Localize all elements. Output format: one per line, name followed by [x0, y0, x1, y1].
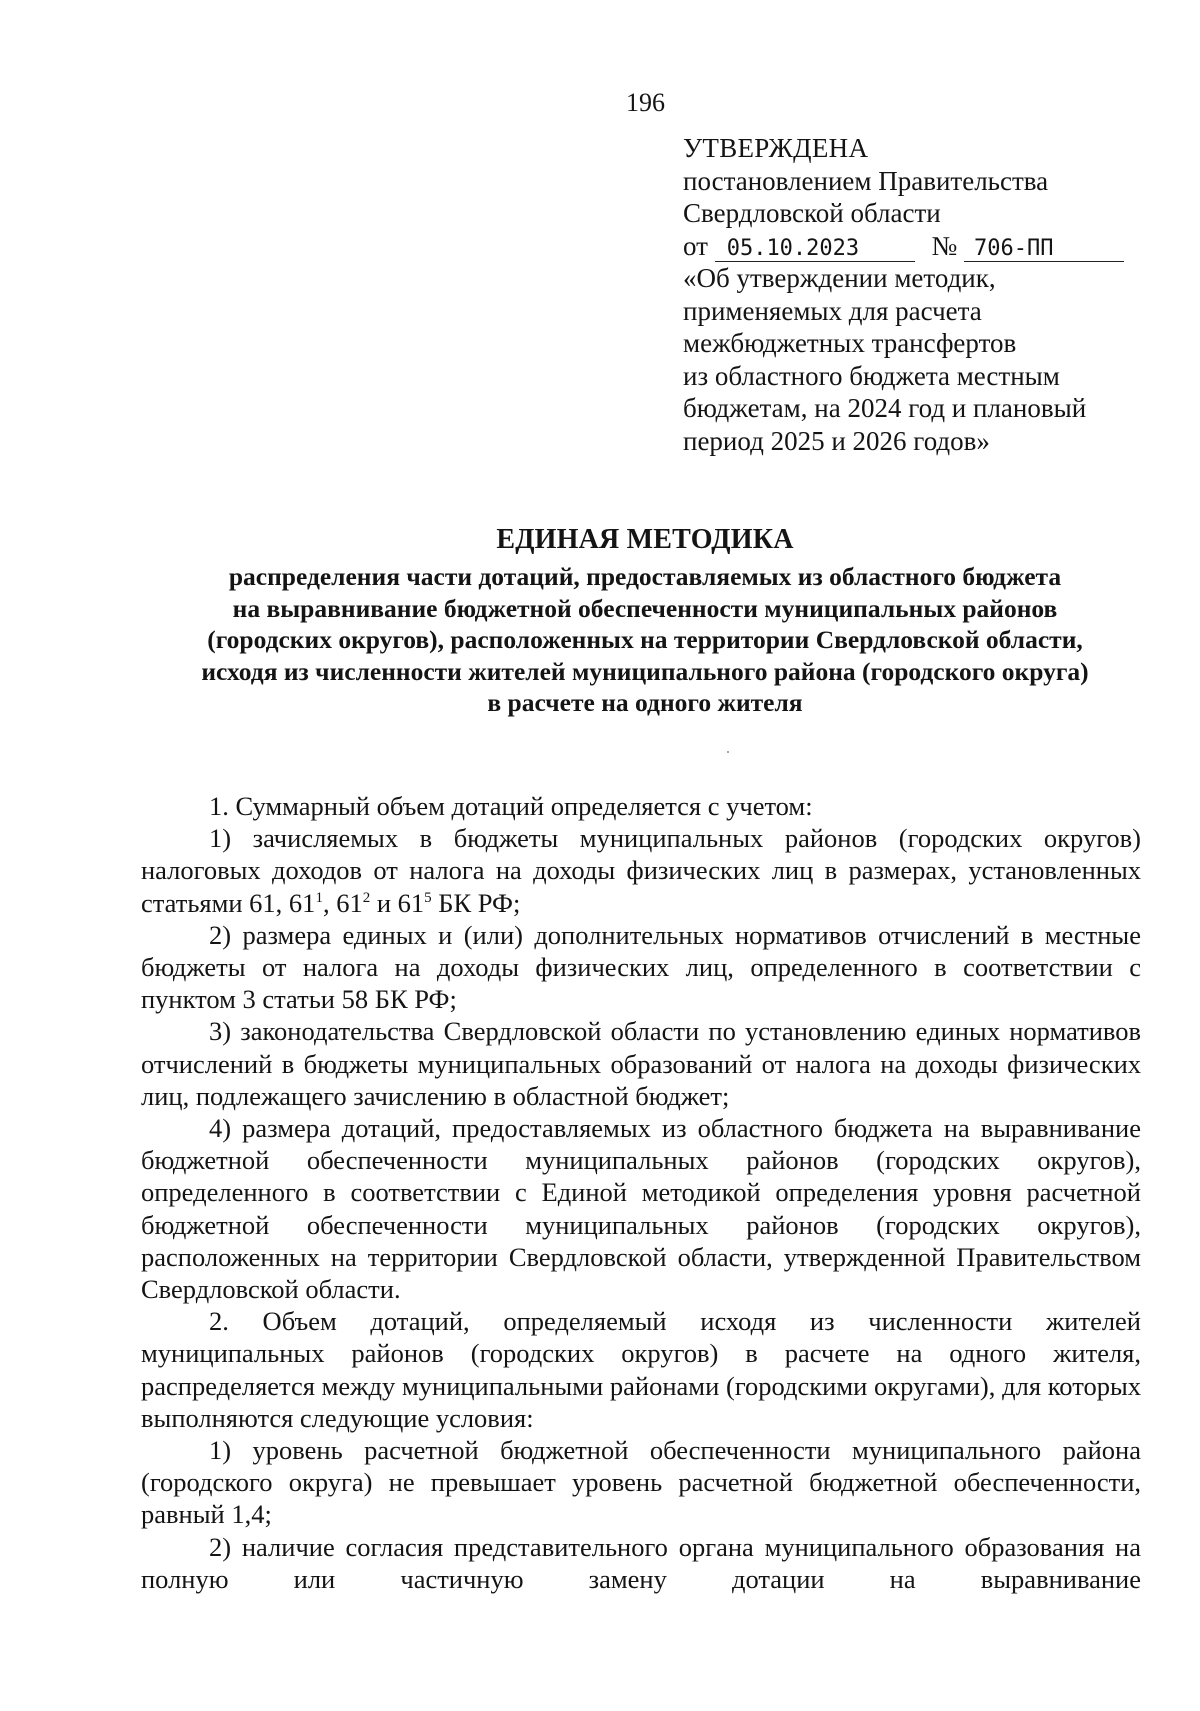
number-sign: №	[931, 230, 958, 261]
paragraph-1: 1. Суммарный объем дотаций определяется с учетом:	[209, 791, 813, 821]
subtitle-line: исходя из численности жителей муниципального района (городского округа)	[201, 656, 1089, 686]
paragraph-1-item-1: 1) зачисляемых в бюджеты муниципальных районов (городских округов) налоговых доходов от налога на доходы физических лиц в размерах, установленных статьями 61, $61^1$, $61^2$ и $61^5$ БК РФ;	[141, 823, 1141, 918]
subtitle-line: (городских округов), расположенных на территории Свердловской области,	[207, 625, 1083, 654]
approval-quote-line: применяемых для расчета	[683, 295, 982, 326]
approval-line-2: Свердловской области	[683, 198, 941, 228]
approval-quote-line: межбюджетных трансфертов	[683, 328, 1017, 358]
paragraph-2: 2. Объем дотаций, определяемый исходя из численности жителей муниципальных районов (городских округов) в расчете на одного жителя, распределяется между муниципальными районами (городскими округами), для которых выполняются следующие условия:	[141, 1306, 1141, 1433]
document-heading	[130, 523, 1160, 719]
paragraph-1-item-3: 3) законодательства Свердловской области по установлению единых нормативов отчислений в бюджеты муниципальных образований от налога на доходы физических лиц, подлежащего зачислению в областной бюджет;	[141, 1016, 1141, 1111]
scan-speck	[727, 751, 729, 753]
subtitle-line: на выравнивание бюджетной обеспеченности муниципальных районов	[232, 593, 1058, 623]
approval-quote-line: бюджетам, на 2024 год и плановый	[683, 393, 1087, 423]
approval-number: 706-ПП	[964, 237, 1124, 262]
paragraph-2-item-1: 1) уровень расчетной бюджетной обеспеченности муниципального района (городского округа) не превышает уровень расчетной бюджетной обеспеченности, равный 1,4;	[141, 1435, 1141, 1530]
approval-block	[683, 132, 1153, 457]
subtitle-line: в расчете на одного жителя	[487, 688, 803, 717]
subtitle-line: распределения части дотаций, предоставляемых из областного бюджета	[228, 562, 1062, 591]
approval-line-1: постановлением Правительства	[683, 165, 1049, 196]
approval-quote-line: период 2025 и 2026 годов»	[683, 425, 990, 456]
from-label: от	[683, 230, 708, 261]
approval-date-line	[683, 230, 1153, 263]
paragraph-1-item-2: 2) размера единых и (или) дополнительных нормативов отчислений в местные бюджеты от налога на доходы физических лиц, определенного в соответствии с пунктом 3 статьи 58 БК РФ;	[141, 919, 1141, 1015]
approval-quote-line: «Об утверждении методик,	[683, 263, 996, 293]
paragraph-2-item-2: 2) наличие согласия представительного органа муниципального образования на полную или частичную замену дотации на выравнивание	[141, 1531, 1141, 1594]
document-body	[141, 790, 1141, 1595]
approval-date: 05.10.2023	[715, 237, 915, 262]
page-number: 196	[626, 88, 665, 117]
approval-quote-line: из областного бюджета местным	[683, 360, 1060, 391]
approval-title: УТВЕРЖДЕНА	[683, 133, 869, 163]
document-subtitle	[130, 561, 1160, 719]
paragraph-1-item-4: 4) размера дотаций, предоставляемых из областного бюджета на выравнивание бюджетной обеспеченности муниципальных районов (городских округов), определенного в соответствии с Единой методикой определения уровня расчетной бюджетной обеспеченности муниципальных районов (городских округов), расположенных на территории Свердловской области, утвержденной Правительством Свердловской области.	[141, 1113, 1141, 1305]
document-title: ЕДИНАЯ МЕТОДИКА	[496, 524, 794, 555]
